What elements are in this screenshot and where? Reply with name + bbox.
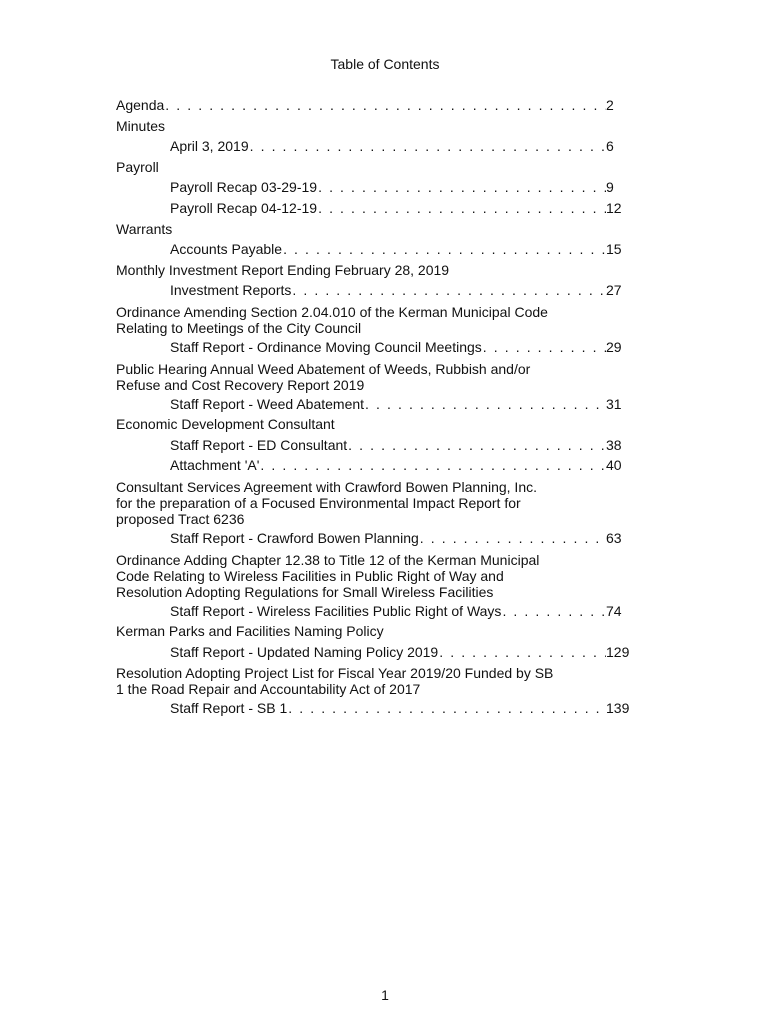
toc-entry-page-number: 9 (606, 179, 614, 196)
toc-entry-label: Staff Report - Wireless Facilities Public Right of Ways (170, 602, 502, 619)
toc-entry-label: Agenda (116, 97, 165, 113)
toc-entry-label: Staff Report - Updated Naming Policy 2019 (170, 643, 439, 660)
toc-entry[interactable] (116, 396, 630, 417)
toc-entry-label: Investment Reports (170, 282, 292, 299)
toc-entry[interactable] (116, 700, 630, 721)
toc-entry-label: Payroll Recap 03-29-19 (170, 179, 318, 196)
dot-leader (287, 700, 606, 717)
toc-entry-label: Attachment 'A' (170, 457, 260, 474)
toc-entry[interactable] (116, 200, 630, 221)
toc-entry-page-number: 74 (606, 602, 622, 619)
toc-entry[interactable] (116, 97, 630, 118)
toc-section-heading: Payroll (116, 158, 159, 175)
toc-section-heading: Resolution Adopting Project List for Fiscal Year 2019/20 Funded by SB 1 the Road Repair and Accountability Act of 2017 (116, 665, 554, 698)
page-number: 1 (381, 987, 389, 1003)
toc-entry-page-number: 27 (606, 282, 622, 299)
dot-leader (317, 200, 606, 217)
toc-entry-label: Payroll Recap 04-12-19 (170, 199, 318, 216)
toc-entry[interactable] (116, 241, 630, 262)
table-of-contents (116, 97, 630, 721)
dot-leader (259, 457, 606, 474)
toc-entry-label: Accounts Payable (170, 241, 283, 258)
toc-entry[interactable] (116, 644, 630, 665)
toc-entry-page-number: 12 (606, 199, 622, 216)
toc-entry[interactable] (116, 282, 630, 303)
toc-entry-page-number: 139 (606, 700, 630, 717)
toc-section-heading: Public Hearing Annual Weed Abatement of Weeds, Rubbish and/or Refuse and Cost Recovery Report 2019 (116, 360, 531, 393)
toc-section-heading: Ordinance Adding Chapter 12.38 to Title 12 of the Kerman Municipal Code Relating to Wireless Facilities in Public Right of Way and Resolution Adopting Regulations for Small Wireless Facilities (116, 551, 540, 600)
toc-section-heading: Ordinance Amending Section 2.04.010 of the Kerman Municipal Code Relating to Meetings of the City Council (116, 303, 548, 336)
toc-entry-page-number: 40 (606, 457, 622, 474)
toc-entry[interactable] (116, 339, 630, 360)
toc-entry-page-number: 2 (606, 97, 614, 113)
toc-entry-label: Staff Report - SB 1 (170, 700, 288, 717)
toc-entry-page-number: 63 (606, 529, 622, 546)
dot-leader (249, 138, 606, 155)
toc-section-heading: Monthly Investment Report Ending February 28, 2019 (116, 261, 450, 278)
toc-entry-page-number: 15 (606, 241, 622, 258)
toc-section-heading: Warrants (116, 220, 173, 237)
toc-entry[interactable] (116, 603, 630, 624)
toc-entry[interactable] (116, 437, 630, 458)
toc-entry[interactable] (116, 138, 630, 159)
toc-entry-label: Staff Report - ED Consultant (170, 436, 348, 453)
page-title: Table of Contents (330, 56, 440, 72)
toc-entry[interactable] (116, 530, 630, 551)
dot-leader (438, 644, 606, 661)
toc-section-heading: Kerman Parks and Facilities Naming Policy (116, 623, 384, 640)
toc-entry-page-number: 29 (606, 338, 622, 355)
toc-entry-page-number: 6 (606, 138, 614, 155)
dot-leader (164, 97, 606, 114)
dot-leader (482, 339, 606, 356)
toc-entry[interactable] (116, 457, 630, 478)
toc-entry-page-number: 31 (606, 395, 622, 412)
toc-entry-page-number: 38 (606, 436, 622, 453)
dot-leader (364, 396, 606, 413)
dot-leader (282, 241, 606, 258)
toc-entry-label: April 3, 2019 (170, 138, 249, 155)
toc-entry-label: Staff Report - Crawford Bowen Planning (170, 529, 419, 546)
toc-entry-page-number: 129 (606, 643, 630, 660)
toc-section-heading: Economic Development Consultant (116, 416, 335, 433)
toc-section-heading: Consultant Services Agreement with Crawford Bowen Planning, Inc. for the preparation of a Focused Environmental Impact Report for proposed Tract 6236 (116, 478, 537, 527)
dot-leader (291, 282, 606, 299)
toc-section-heading: Minutes (116, 117, 166, 134)
dot-leader (347, 437, 606, 454)
dot-leader (419, 530, 606, 547)
dot-leader (501, 603, 606, 620)
toc-entry-label: Staff Report - Ordinance Moving Council Meetings (170, 338, 482, 355)
dot-leader (317, 179, 606, 196)
toc-entry[interactable] (116, 179, 630, 200)
toc-entry-label: Staff Report - Weed Abatement (170, 395, 365, 412)
